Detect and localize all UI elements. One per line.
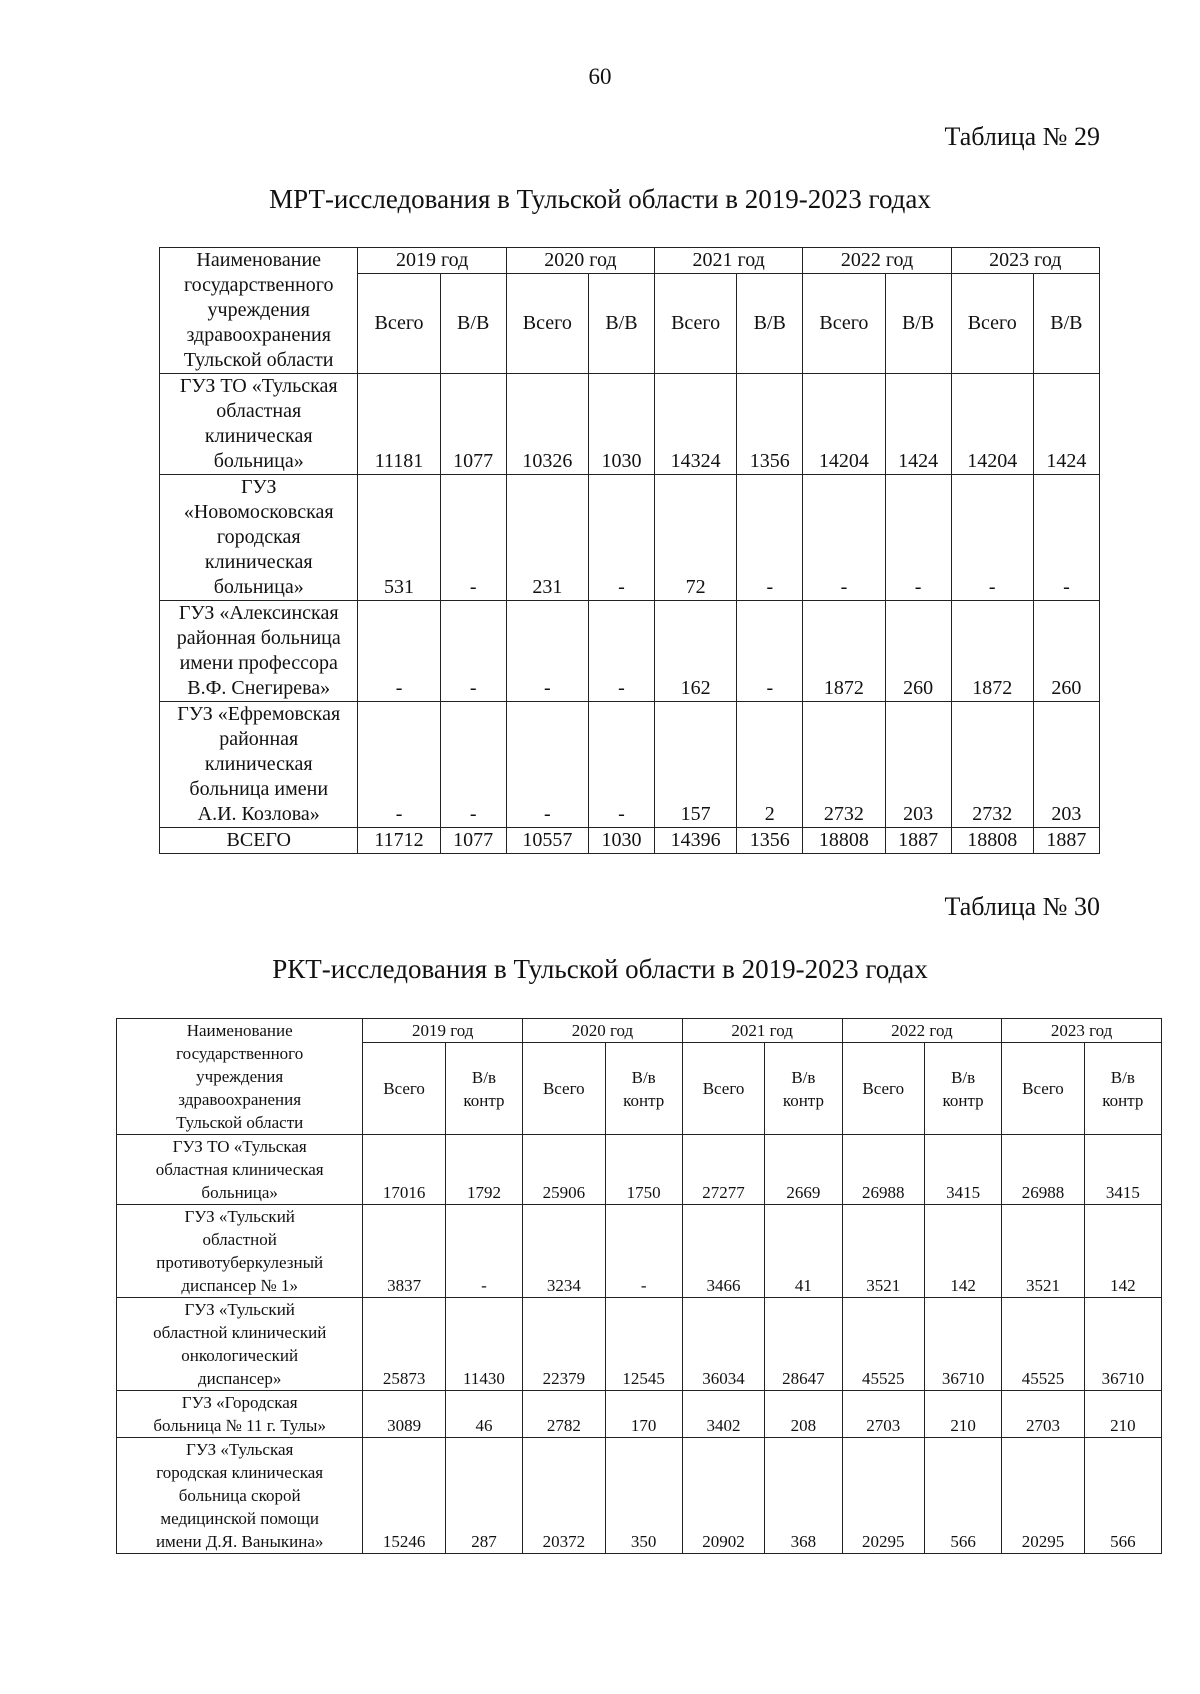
cell-value: 18808 (951, 828, 1033, 854)
table-row (160, 601, 1100, 702)
column-header-vv: В/В (1033, 274, 1099, 374)
cell-value: 1077 (440, 374, 506, 475)
cell-value: 1872 (951, 601, 1033, 702)
cell-value: 287 (445, 1438, 522, 1554)
cell-value: 260 (1033, 601, 1099, 702)
row-name: ГУЗ «Новомосковская городская клиническая больница» (160, 475, 358, 601)
cell-value: 20295 (1002, 1438, 1084, 1554)
table-row (117, 1135, 1162, 1205)
cell-value: - (605, 1205, 682, 1298)
cell-value: 368 (765, 1438, 842, 1554)
column-header-year: 2020 год (506, 248, 654, 274)
cell-value: - (737, 475, 803, 601)
cell-value: 350 (605, 1438, 682, 1554)
column-header-total: Всего (655, 274, 737, 374)
cell-value: - (440, 475, 506, 601)
table-29-label: Таблица № 29 (944, 122, 1100, 151)
column-header-vv: В/В (440, 274, 506, 374)
cell-value: 2669 (765, 1135, 842, 1205)
cell-value: 10326 (506, 374, 588, 475)
cell-value: - (588, 601, 654, 702)
page-number: 60 (588, 64, 612, 89)
cell-value: 2732 (951, 702, 1033, 828)
cell-value: 2703 (1002, 1391, 1084, 1438)
cell-value: - (951, 475, 1033, 601)
cell-value: 3521 (1002, 1205, 1084, 1298)
cell-value: 1750 (605, 1135, 682, 1205)
column-header-vv: В/в контр (765, 1043, 842, 1135)
cell-value: 1424 (885, 374, 951, 475)
cell-value: 25873 (363, 1298, 445, 1391)
column-header-year: 2021 год (682, 1019, 842, 1043)
column-header-vv: В/в контр (1084, 1043, 1161, 1135)
cell-value: 36710 (1084, 1298, 1161, 1391)
cell-value: 10557 (506, 828, 588, 854)
cell-value: 162 (655, 601, 737, 702)
cell-value: - (440, 601, 506, 702)
row-name: ВСЕГО (160, 828, 358, 854)
cell-value: 142 (924, 1205, 1001, 1298)
cell-value: 566 (1084, 1438, 1161, 1554)
cell-value: - (506, 702, 588, 828)
column-header-vv: В/В (737, 274, 803, 374)
table-row (160, 374, 1100, 475)
table-row (160, 475, 1100, 601)
cell-value: 3521 (842, 1205, 924, 1298)
cell-value: 1356 (737, 374, 803, 475)
rkt-table (116, 1018, 1162, 1554)
cell-value: 157 (655, 702, 737, 828)
table-29-title: МРТ-исследования в Тульской области в 2019-2023 годах (269, 184, 931, 214)
cell-value: 2703 (842, 1391, 924, 1438)
cell-value: 1872 (803, 601, 885, 702)
table-30-title: РКТ-исследования в Тульской области в 2019-2023 годах (272, 954, 928, 984)
cell-value: - (440, 702, 506, 828)
cell-value: 2782 (523, 1391, 605, 1438)
cell-value: 566 (924, 1438, 1001, 1554)
column-header-year: 2022 год (803, 248, 951, 274)
cell-value: 3837 (363, 1205, 445, 1298)
cell-value: 28647 (765, 1298, 842, 1391)
cell-value: 14204 (803, 374, 885, 475)
cell-value: 27277 (682, 1135, 764, 1205)
cell-value: 17016 (363, 1135, 445, 1205)
row-name: ГУЗ ТО «Тульская областная клиническая больница» (160, 374, 358, 475)
cell-value: 1424 (1033, 374, 1099, 475)
cell-value: 20902 (682, 1438, 764, 1554)
table-row (160, 702, 1100, 828)
cell-value: - (588, 702, 654, 828)
column-header-total: Всего (682, 1043, 764, 1135)
column-header-name: Наименование государственного учреждения здравоохранения Тульской области (160, 248, 358, 374)
cell-value: 208 (765, 1391, 842, 1438)
cell-value: 3415 (1084, 1135, 1161, 1205)
cell-value: - (885, 475, 951, 601)
cell-value: - (803, 475, 885, 601)
cell-value: 3466 (682, 1205, 764, 1298)
cell-value: 3234 (523, 1205, 605, 1298)
column-header-year: 2022 год (842, 1019, 1002, 1043)
cell-value: 14324 (655, 374, 737, 475)
cell-value: 3402 (682, 1391, 764, 1438)
column-header-total: Всего (842, 1043, 924, 1135)
row-name: ГУЗ «Алексинская районная больница имени профессора В.Ф. Снегирева» (160, 601, 358, 702)
cell-value: - (737, 601, 803, 702)
cell-value: 210 (1084, 1391, 1161, 1438)
cell-value: 14396 (655, 828, 737, 854)
cell-value: - (506, 601, 588, 702)
cell-value: 2 (737, 702, 803, 828)
cell-value: 12545 (605, 1298, 682, 1391)
row-name: ГУЗ «Городская больница № 11 г. Тулы» (117, 1391, 363, 1438)
cell-value: 26988 (1002, 1135, 1084, 1205)
row-name: ГУЗ «Тульская городская клиническая больница скорой медицинской помощи имени Д.Я. Ваныкина» (117, 1438, 363, 1554)
cell-value: 170 (605, 1391, 682, 1438)
cell-value: 1030 (588, 828, 654, 854)
column-header-vv: В/в контр (605, 1043, 682, 1135)
column-header-vv: В/В (885, 274, 951, 374)
cell-value: 1077 (440, 828, 506, 854)
cell-value: 18808 (803, 828, 885, 854)
column-header-vv: В/В (588, 274, 654, 374)
table-row (117, 1205, 1162, 1298)
cell-value: 1887 (1033, 828, 1099, 854)
column-header-total: Всего (1002, 1043, 1084, 1135)
cell-value: 1887 (885, 828, 951, 854)
cell-value: 11430 (445, 1298, 522, 1391)
cell-value: - (358, 702, 440, 828)
table-row (117, 1438, 1162, 1554)
table-30-label: Таблица № 30 (944, 892, 1100, 921)
cell-value: 14204 (951, 374, 1033, 475)
column-header-vv: В/в контр (924, 1043, 1001, 1135)
cell-value: 36034 (682, 1298, 764, 1391)
cell-value: 203 (885, 702, 951, 828)
cell-value: 1356 (737, 828, 803, 854)
cell-value: 46 (445, 1391, 522, 1438)
cell-value: 231 (506, 475, 588, 601)
cell-value: 41 (765, 1205, 842, 1298)
row-name: ГУЗ «Ефремовская районная клиническая больница имени А.И. Козлова» (160, 702, 358, 828)
cell-value: 203 (1033, 702, 1099, 828)
column-header-total: Всего (951, 274, 1033, 374)
row-name: ГУЗ ТО «Тульская областная клиническая больница» (117, 1135, 363, 1205)
column-header-year: 2019 год (358, 248, 506, 274)
cell-value: 260 (885, 601, 951, 702)
cell-value: 1030 (588, 374, 654, 475)
cell-value: 531 (358, 475, 440, 601)
column-header-total: Всего (363, 1043, 445, 1135)
table-row (117, 1298, 1162, 1391)
column-header-total: Всего (358, 274, 440, 374)
row-name: ГУЗ «Тульский областной клинический онкологический диспансер» (117, 1298, 363, 1391)
column-header-year: 2019 год (363, 1019, 523, 1043)
cell-value: 22379 (523, 1298, 605, 1391)
column-header-total: Всего (506, 274, 588, 374)
column-header-vv: В/в контр (445, 1043, 522, 1135)
cell-value: 142 (1084, 1205, 1161, 1298)
cell-value: 26988 (842, 1135, 924, 1205)
cell-value: 36710 (924, 1298, 1001, 1391)
cell-value: 45525 (1002, 1298, 1084, 1391)
cell-value: 15246 (363, 1438, 445, 1554)
cell-value: - (1033, 475, 1099, 601)
cell-value: 11712 (358, 828, 440, 854)
cell-value: 72 (655, 475, 737, 601)
column-header-year: 2021 год (655, 248, 803, 274)
cell-value: - (588, 475, 654, 601)
column-header-year: 2020 год (523, 1019, 683, 1043)
column-header-total: Всего (803, 274, 885, 374)
column-header-year: 2023 год (1002, 1019, 1162, 1043)
cell-value: 2732 (803, 702, 885, 828)
cell-value: 3415 (924, 1135, 1001, 1205)
cell-value: 11181 (358, 374, 440, 475)
cell-value: 210 (924, 1391, 1001, 1438)
cell-value: 45525 (842, 1298, 924, 1391)
cell-value: 20372 (523, 1438, 605, 1554)
cell-value: 25906 (523, 1135, 605, 1205)
column-header-name: Наименование государственного учреждения здравоохранения Тульской области (117, 1019, 363, 1135)
column-header-total: Всего (523, 1043, 605, 1135)
total-row (160, 828, 1100, 854)
cell-value: - (358, 601, 440, 702)
cell-value: 20295 (842, 1438, 924, 1554)
cell-value: 1792 (445, 1135, 522, 1205)
column-header-year: 2023 год (951, 248, 1099, 274)
table-row (117, 1391, 1162, 1438)
row-name: ГУЗ «Тульский областной противотуберкулезный диспансер № 1» (117, 1205, 363, 1298)
cell-value: - (445, 1205, 522, 1298)
cell-value: 3089 (363, 1391, 445, 1438)
mrt-table (159, 247, 1100, 854)
